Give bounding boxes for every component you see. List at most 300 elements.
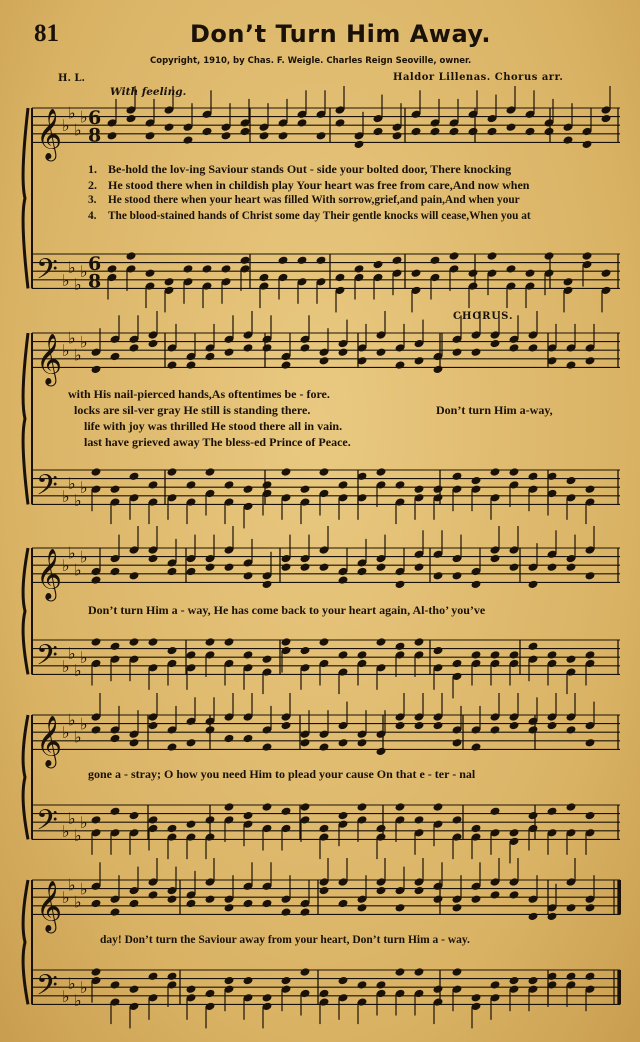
note-head [148, 815, 159, 825]
note-head [262, 343, 273, 353]
note-head [335, 273, 346, 283]
note-head [509, 467, 520, 477]
note-head [186, 360, 197, 370]
note-head [91, 575, 102, 585]
note-head [509, 721, 520, 731]
final-barline [618, 880, 621, 914]
note-head [167, 360, 178, 370]
note-head [110, 734, 121, 744]
flat-icon: ♭ [62, 723, 70, 743]
note-head [395, 480, 406, 490]
note-head [452, 815, 463, 825]
flat-icon: ♭ [68, 643, 76, 663]
chorus-line-1: Don’t turn Him a - way, He has come back to your heart again, Al-tho’ you’ve [88, 603, 486, 617]
flat-icon: ♭ [80, 478, 88, 498]
note-head [354, 264, 365, 274]
verse-4-line-1: 4. The blood-stained hands of Christ some day Their gentle knocks will cease,When you at [88, 210, 531, 222]
tempo-marking: With feeling. [110, 86, 187, 98]
flat-icon: ♭ [74, 491, 82, 511]
note-head [395, 580, 406, 590]
brace [23, 880, 28, 1004]
note-head [566, 802, 577, 812]
note-head [300, 646, 311, 656]
note-head [224, 480, 235, 490]
note-head [414, 815, 425, 825]
note-head [433, 984, 444, 994]
note-head [452, 903, 463, 913]
note-head [148, 972, 159, 982]
flat-icon: ♭ [74, 826, 82, 846]
note-head [126, 114, 137, 124]
hymn-title: Don’t Turn Him Away. [190, 20, 491, 48]
note-head [414, 637, 425, 647]
flat-icon: ♭ [62, 116, 70, 136]
note-head [376, 562, 387, 572]
flat-icon: ♭ [74, 560, 82, 580]
note-head [300, 484, 311, 494]
note-head [129, 571, 140, 581]
bass-clef-icon: 𝄢 [36, 638, 58, 679]
note-head [300, 907, 311, 917]
note-head [297, 118, 308, 128]
note-head [395, 721, 406, 731]
bass-clef-icon: 𝄢 [36, 252, 58, 293]
note-head [129, 984, 140, 994]
flat-icon: ♭ [74, 991, 82, 1011]
note-head [167, 972, 178, 982]
note-head [148, 721, 159, 731]
note-head [585, 356, 596, 366]
note-head [509, 343, 520, 353]
note-head [490, 725, 501, 735]
treble-clef-icon: 𝄞 [36, 548, 63, 600]
note-head [414, 484, 425, 494]
note-head [490, 890, 501, 900]
note-head [376, 980, 387, 990]
note-head [319, 824, 330, 834]
time-signature: 6 [88, 253, 102, 276]
note-head [129, 343, 140, 353]
note-head [585, 811, 596, 821]
note-head [186, 819, 197, 829]
note-head [281, 807, 292, 817]
note-head [243, 811, 254, 821]
flat-icon: ♭ [68, 875, 76, 895]
note-head [563, 277, 574, 287]
note-head [129, 738, 140, 748]
note-head [433, 571, 444, 581]
note-head [205, 725, 216, 735]
note-head [357, 567, 368, 577]
note-head [91, 815, 102, 825]
note-head [91, 365, 102, 375]
note-head [148, 480, 159, 490]
note-head [205, 894, 216, 904]
note-head [243, 343, 254, 353]
note-head [471, 824, 482, 834]
copyright-line: Copyright, 1910, by Chas. F. Weigle. Charles Reign Seoville, owner. [150, 56, 472, 66]
note-head [566, 476, 577, 486]
note-head [319, 989, 330, 999]
note-head [259, 131, 270, 141]
note-head [544, 127, 555, 137]
note-head [395, 360, 406, 370]
note-head [357, 802, 368, 812]
time-signature: 8 [88, 124, 102, 147]
note-head [278, 131, 289, 141]
verse-3-line-1: 3. He stood there when your heart was filled With sorrow,grief,and pain,And when your [88, 194, 520, 206]
note-head [297, 256, 308, 266]
note-head [528, 725, 539, 735]
flat-icon: ♭ [74, 892, 82, 912]
note-head [395, 967, 406, 977]
note-head [186, 984, 197, 994]
flat-icon: ♭ [68, 710, 76, 730]
flat-icon: ♭ [62, 821, 70, 841]
note-head [110, 907, 121, 917]
flat-icon: ♭ [62, 341, 70, 361]
note-head [528, 343, 539, 353]
note-head [281, 360, 292, 370]
hymn-number: 81 [34, 20, 59, 47]
note-head [338, 480, 349, 490]
note-head [471, 742, 482, 752]
note-head [202, 127, 213, 137]
note-head [528, 642, 539, 652]
brace [23, 333, 28, 504]
flat-icon: ♭ [62, 270, 70, 290]
note-head [490, 554, 501, 564]
note-head [183, 135, 194, 145]
time-signature: 6 [88, 107, 102, 130]
note-head [110, 484, 121, 494]
note-head [585, 903, 596, 913]
note-head [110, 980, 121, 990]
note-head [357, 738, 368, 748]
note-head [262, 654, 273, 664]
note-head [300, 343, 311, 353]
flat-icon: ♭ [68, 973, 76, 993]
note-head [585, 650, 596, 660]
note-head [338, 811, 349, 821]
note-head [430, 256, 441, 266]
note-head [395, 642, 406, 652]
note-head [338, 347, 349, 357]
note-head [433, 721, 444, 731]
note-head [601, 114, 612, 124]
note-head [167, 567, 178, 577]
note-head [452, 571, 463, 581]
note-head [414, 886, 425, 896]
note-head [376, 347, 387, 357]
note-head [357, 980, 368, 990]
flat-icon: ♭ [62, 556, 70, 576]
note-head [335, 118, 346, 128]
note-head [452, 738, 463, 748]
flat-icon: ♭ [80, 714, 88, 734]
note-head [452, 347, 463, 357]
note-head [509, 976, 520, 986]
note-head [376, 637, 387, 647]
note-head [205, 352, 216, 362]
note-head [487, 127, 498, 137]
note-head [319, 742, 330, 752]
note-head [205, 637, 216, 647]
note-head [433, 365, 444, 375]
time-signature: 8 [88, 270, 102, 293]
verse-3-line-2: life with joy was thrilled He stood there all in vain. [84, 419, 343, 433]
verse-1-line-2: with His nail-pierced hands,As oftentimes be - fore. [68, 387, 330, 401]
note-head [243, 571, 254, 581]
note-head [376, 467, 387, 477]
note-head [357, 903, 368, 913]
note-head [281, 467, 292, 477]
note-head [468, 127, 479, 137]
flat-icon: ♭ [62, 986, 70, 1006]
flat-icon: ♭ [68, 473, 76, 493]
note-head [509, 890, 520, 900]
note-head [110, 352, 121, 362]
note-head [376, 747, 387, 757]
note-head [148, 637, 159, 647]
note-head [224, 347, 235, 357]
verse-2-line-2: locks are sil-ver gray He still is standing there. [74, 403, 311, 417]
note-head [525, 127, 536, 137]
note-head [319, 562, 330, 572]
composer-credit: Haldor Lillenas. Chorus arr. [393, 72, 564, 83]
note-head [91, 967, 102, 977]
note-head [338, 575, 349, 585]
note-head [525, 268, 536, 278]
note-head [202, 264, 213, 274]
brace [23, 548, 28, 674]
flat-icon: ♭ [68, 103, 76, 123]
note-head [205, 467, 216, 477]
note-head [452, 472, 463, 482]
chorus-label: CHORUS. [453, 311, 514, 322]
note-head [471, 476, 482, 486]
note-head [585, 972, 596, 982]
note-head [224, 637, 235, 647]
note-head [281, 976, 292, 986]
note-head [547, 650, 558, 660]
note-head [148, 339, 159, 349]
flat-icon: ♭ [80, 879, 88, 899]
note-head [167, 646, 178, 656]
note-head [129, 899, 140, 909]
note-head [528, 976, 539, 986]
flat-icon: ♭ [62, 888, 70, 908]
note-head [601, 268, 612, 278]
note-head [490, 807, 501, 817]
note-head [186, 650, 197, 660]
note-head [281, 562, 292, 572]
note-head [129, 811, 140, 821]
note-head [205, 989, 216, 999]
note-head [145, 131, 156, 141]
note-head [471, 894, 482, 904]
note-head [376, 886, 387, 896]
note-head [506, 264, 517, 274]
note-head [471, 580, 482, 590]
note-head [107, 264, 118, 274]
note-head [129, 472, 140, 482]
final-barline [618, 970, 621, 1004]
flat-icon: ♭ [68, 257, 76, 277]
note-head [468, 268, 479, 278]
note-head [145, 268, 156, 278]
flat-icon: ♭ [80, 107, 88, 127]
note-head [563, 135, 574, 145]
note-head [91, 637, 102, 647]
note-head [224, 734, 235, 744]
flat-icon: ♭ [80, 978, 88, 998]
note-head [566, 654, 577, 664]
note-head [278, 256, 289, 266]
chorus-line-2: gone a - stray; O how you need Him to plead your cause On that e - ter - nal [88, 767, 476, 781]
chorus-line-3: day! Don’t turn the Saviour away from your heart, Don’t turn Him a - way. [100, 934, 470, 946]
note-head [411, 127, 422, 137]
note-head [544, 251, 555, 261]
flat-icon: ♭ [74, 727, 82, 747]
note-head [582, 251, 593, 261]
bass-clef-icon: 𝄢 [36, 968, 58, 1009]
note-head [490, 650, 501, 660]
note-head [262, 742, 273, 752]
flat-icon: ♭ [74, 275, 82, 295]
note-head [566, 725, 577, 735]
flat-icon: ♭ [62, 656, 70, 676]
note-head [414, 967, 425, 977]
note-head [392, 131, 403, 141]
note-head [316, 256, 327, 266]
note-head [319, 356, 330, 366]
note-head [566, 562, 577, 572]
note-head [259, 273, 270, 283]
note-head [433, 646, 444, 656]
note-head [186, 738, 197, 748]
note-head [452, 967, 463, 977]
note-head [281, 907, 292, 917]
note-head [262, 993, 273, 1003]
note-head [433, 484, 444, 494]
note-head [221, 131, 232, 141]
note-head [414, 562, 425, 572]
note-head [262, 480, 273, 490]
note-head [566, 360, 577, 370]
note-head [452, 659, 463, 669]
note-head [566, 903, 577, 913]
note-head [300, 738, 311, 748]
treble-clef-icon: 𝄞 [36, 108, 63, 160]
note-head [148, 554, 159, 564]
note-head [281, 637, 292, 647]
note-head [449, 127, 460, 137]
note-head [547, 807, 558, 817]
flat-icon: ♭ [80, 332, 88, 352]
note-head [433, 894, 444, 904]
note-head [582, 140, 593, 150]
note-head [243, 734, 254, 744]
note-head [373, 127, 384, 137]
note-head [411, 268, 422, 278]
flat-icon: ♭ [74, 345, 82, 365]
note-head [392, 256, 403, 266]
note-head [528, 580, 539, 590]
note-head [300, 967, 311, 977]
note-head [240, 127, 251, 137]
note-head [262, 899, 273, 909]
note-head [164, 122, 175, 132]
note-head [528, 912, 539, 922]
note-head [373, 260, 384, 270]
note-head [319, 637, 330, 647]
note-head [338, 976, 349, 986]
note-head [186, 480, 197, 490]
note-head [487, 251, 498, 261]
flat-icon: ♭ [62, 486, 70, 506]
note-head [585, 738, 596, 748]
note-head [186, 899, 197, 909]
note-head [167, 467, 178, 477]
note-head [509, 562, 520, 572]
note-head [395, 802, 406, 812]
flat-icon: ♭ [68, 543, 76, 563]
note-head [506, 122, 517, 132]
brace [23, 108, 28, 288]
note-head [129, 637, 140, 647]
note-head [262, 802, 273, 812]
note-head [91, 725, 102, 735]
note-head [224, 802, 235, 812]
note-head [110, 807, 121, 817]
note-head [300, 562, 311, 572]
note-head [164, 277, 175, 287]
note-head [224, 903, 235, 913]
note-head [395, 903, 406, 913]
flat-icon: ♭ [80, 547, 88, 567]
treble-clef-icon: 𝄞 [36, 715, 63, 767]
note-head [243, 650, 254, 660]
flat-icon: ♭ [68, 808, 76, 828]
note-head [205, 815, 216, 825]
note-head [547, 721, 558, 731]
note-head [449, 251, 460, 261]
note-head [490, 980, 501, 990]
note-head [91, 467, 102, 477]
note-head [167, 894, 178, 904]
note-head [91, 899, 102, 909]
verse-1-line-1: 1. Be-hold the lov-ing Saviour stands Out - side your bolted door, There knocking [88, 162, 512, 176]
note-head [376, 824, 387, 834]
note-head [243, 976, 254, 986]
flat-icon: ♭ [68, 328, 76, 348]
note-head [126, 251, 137, 261]
note-head [430, 127, 441, 137]
note-head [221, 264, 232, 274]
flat-icon: ♭ [80, 648, 88, 668]
note-head [585, 484, 596, 494]
note-head [528, 472, 539, 482]
note-head [509, 650, 520, 660]
verse-2-line-1: 2. He stood there when in childish play Your heart was free from care,And now when [88, 178, 530, 192]
flat-icon: ♭ [74, 120, 82, 140]
note-head [316, 131, 327, 141]
note-head [148, 890, 159, 900]
note-head [471, 650, 482, 660]
note-head [471, 993, 482, 1003]
bass-clef-icon: 𝄢 [36, 468, 58, 509]
